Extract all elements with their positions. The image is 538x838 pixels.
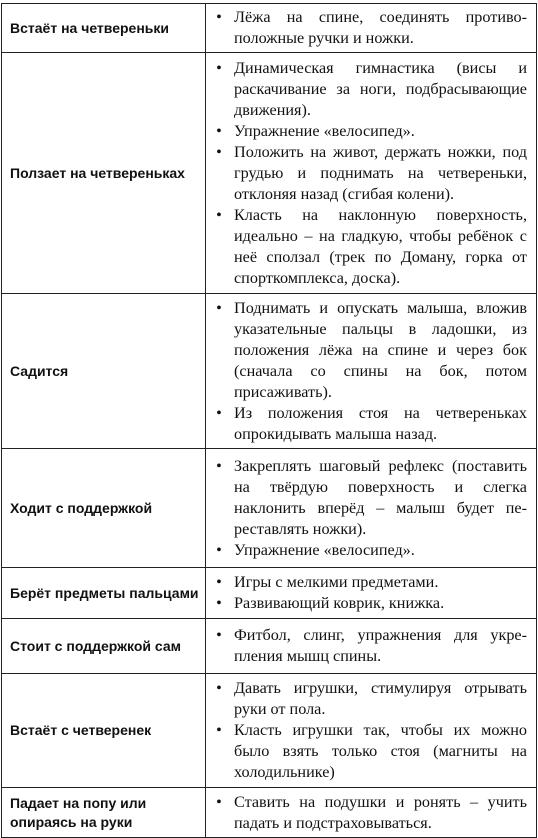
skill-cell: Встаёт на четвереньки (2, 4, 206, 53)
table-row (2, 449, 537, 568)
bullet-icon: • (216, 403, 222, 422)
exercise-list (210, 7, 527, 49)
table-row (2, 4, 537, 53)
exercise-text: Ставить на подушки и ронять – учить падать и подстраховываться. (234, 792, 527, 832)
exercises-cell (206, 788, 537, 838)
exercise-text: Класть игрушки так, чтобы их можно было взять только стоя (магниты на холодильнике) (234, 721, 527, 781)
list-item (210, 403, 527, 445)
list-item (210, 456, 527, 540)
bullet-icon: • (216, 456, 222, 475)
skill-cell: Падает на попу или опираясь на руки (2, 788, 206, 838)
exercise-list (210, 625, 527, 667)
list-item (210, 678, 527, 720)
table-row (2, 674, 537, 788)
skills-exercises-table (1, 3, 537, 838)
bullet-icon: • (216, 142, 222, 161)
bullet-icon: • (216, 8, 222, 26)
list-item (210, 720, 527, 783)
table-row (2, 619, 537, 674)
bullet-icon: • (216, 573, 222, 591)
list-item (210, 7, 527, 49)
list-item (210, 572, 527, 593)
exercise-text: Из положения стоя на четвереньках опрокидывать малыша назад. (234, 403, 527, 443)
bullet-icon: • (216, 594, 222, 612)
list-item (210, 298, 527, 403)
exercise-text: Упражнение «велосипед». (234, 121, 415, 140)
skill-cell: Стоит с поддержкой сам (2, 619, 206, 674)
bullet-icon: • (216, 792, 222, 811)
exercise-list (210, 678, 527, 783)
exercise-text: Поднимать и опускать малыша, вложив указательные пальцы в ладошки, из положения лёжа на спине и через бок (сначала со спины на бок, потом присаживать). (234, 298, 527, 401)
exercise-list (210, 298, 527, 445)
exercises-cell (206, 449, 537, 568)
exercises-cell (206, 53, 537, 294)
list-item (210, 142, 527, 205)
exercise-text: Динамическая гимнастика (висы и раскачивание за ноги, подбрасывающие движения). (234, 58, 527, 119)
table-row (2, 568, 537, 619)
exercise-text: Лёжа на спине, соединять противоположные ручки и ножки. (234, 8, 527, 47)
exercise-list (210, 572, 527, 614)
bullet-icon: • (216, 626, 222, 644)
list-item (210, 593, 527, 614)
exercise-text: Игры с мелкими предметами. (234, 573, 439, 591)
table-row (2, 788, 537, 838)
table-row (2, 53, 537, 294)
exercises-cell (206, 568, 537, 619)
list-item (210, 540, 527, 561)
skill-cell: Ползает на четвереньках (2, 53, 206, 294)
table-body (2, 4, 537, 838)
list-item (210, 792, 527, 834)
exercise-list (210, 456, 527, 561)
exercises-cell (206, 674, 537, 788)
list-item (210, 121, 527, 142)
bullet-icon: • (216, 58, 222, 77)
skill-cell: Берёт предметы пальцами (2, 568, 206, 619)
exercise-text: Положить на живот, держать ножки, под грудью и поднимать на четвереньки, отклоняя назад (сгибая колени). (234, 142, 527, 203)
exercises-cell (206, 4, 537, 53)
list-item (210, 205, 527, 289)
exercises-cell (206, 294, 537, 449)
exercise-text: Фитбол, слинг, упражнения для укрепления мышц спины. (234, 626, 527, 665)
bullet-icon: • (216, 205, 222, 224)
exercise-text: Класть на наклонную поверхность, идеально – на гладкую, чтобы ребёнок с неё сползал (трек по Доману, горка от спорткомплекса, доска). (234, 205, 527, 287)
exercise-list (210, 792, 527, 834)
exercise-list (210, 58, 527, 289)
exercise-text: Закреплять шаговый рефлекс (поставить на твёрдую поверхность и слегка наклонить вперёд – малыш будет переставлять ножки). (234, 456, 527, 538)
bullet-icon: • (216, 298, 222, 317)
bullet-icon: • (216, 540, 222, 559)
skill-cell: Ходит с поддержкой (2, 449, 206, 568)
list-item (210, 625, 527, 667)
bullet-icon: • (216, 679, 222, 697)
exercise-text: Давать игрушки, стимулируя отрывать руки от пола. (234, 679, 527, 718)
list-item (210, 58, 527, 121)
bullet-icon: • (216, 121, 222, 140)
exercise-text: Упражнение «велосипед». (234, 540, 415, 559)
exercises-cell (206, 619, 537, 674)
bullet-icon: • (216, 721, 222, 739)
table-row (2, 294, 537, 449)
skill-cell: Садится (2, 294, 206, 449)
exercise-text: Развивающий коврик, книжка. (234, 594, 445, 612)
skill-cell: Встаёт с четвеpенек (2, 674, 206, 788)
